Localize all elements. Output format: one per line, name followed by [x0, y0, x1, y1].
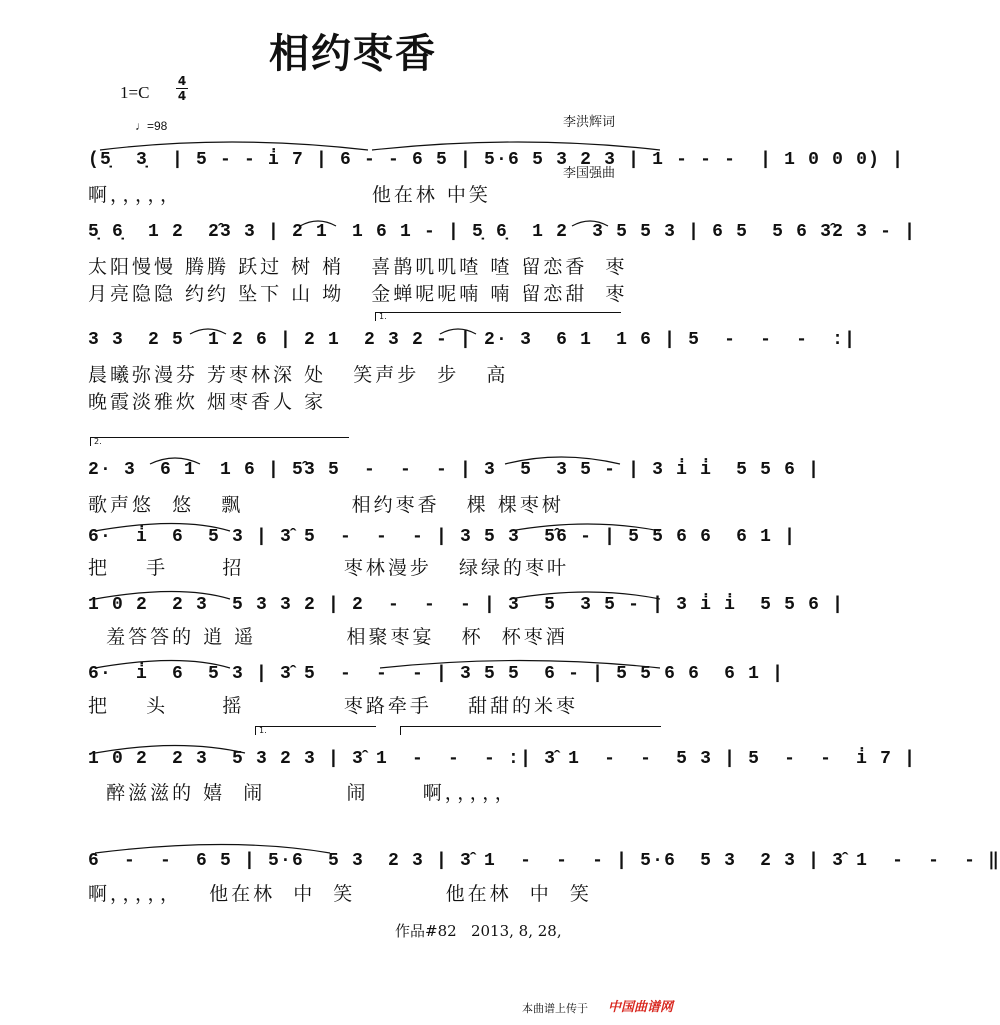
volta-1-bracket: [375, 312, 621, 321]
time-signature: [176, 74, 188, 103]
volta-2-bracket: [90, 437, 349, 446]
upload-note: 本曲谱上传于: [522, 1002, 588, 1015]
composer: 李国强曲: [563, 166, 616, 181]
notes-row-4: 2· 3 6 1 1 6 | 5̂3 5 - - - | 3 5 3 5 - | 3 i̇ i̇ 5 5 6 |: [88, 460, 821, 480]
lyrics-row-8: 醉滋滋的 嬉 闹 闹 啊，，，，，: [88, 782, 517, 804]
score-row-9: [88, 849, 1000, 879]
time-signature-top: 4: [177, 74, 187, 88]
time-signature-bottom: 4: [177, 89, 187, 103]
lyrics-row-2-verse-1: 太阳慢慢 腾腾 跃过 树 梢 喜鹊叽叽喳 喳 留恋香 枣: [88, 256, 628, 278]
lyrics-row-4: 歌声悠 悠 飘 相约枣香 棵 棵枣树: [88, 494, 564, 516]
score-row-8: [88, 749, 917, 779]
notes-row-3: 3 3 2 5 1 2 6 | 2 1 2 3 2 - | 2· 3 6 1 1 6 | 5 - - - :|: [88, 330, 857, 350]
score-row-7: [88, 664, 785, 694]
volta-2-label: 2.: [94, 437, 102, 446]
lyrics-row-1: 啊，，，，， 他在林 中笑: [88, 184, 491, 206]
key-signature: 1=C: [120, 83, 150, 102]
volta-1b-label: 1.: [259, 726, 267, 735]
slur-intro-2: [372, 142, 660, 150]
volta-1-label: 1.: [379, 312, 387, 321]
lyrics-row-5: 把 手 招 枣林漫步 绿绿的枣叶: [88, 557, 569, 579]
lyricist: 李洪辉词: [563, 115, 616, 130]
volta-1b-bracket: [255, 726, 376, 735]
slur-intro-1: [100, 142, 368, 150]
footer-work-info: 作品#82 2013, 8, 28,: [395, 922, 562, 940]
lyrics-row-6: 羞答答的 逍 遥 相聚枣宴 杯 杯枣酒: [88, 626, 568, 648]
lyrics-row-3-verse-1: 晨曦弥漫芬 芳枣林深 处 笑声步 步 高: [88, 364, 509, 386]
score-row-2: [88, 222, 917, 252]
site-logo[interactable]: 中国曲谱网: [608, 1000, 674, 1015]
notes-row-8: 1 0 2 2 3 5 3 2 3 | 3̂ 1 - - - :| 3̂ 1 - - 5 3 | 5 - - i̇ 7 |: [88, 749, 917, 769]
notes-row-2: 5̣ 6̣ 1 2 2̂3 3 | 2 1 1 6 1 - | 5̣ 6̣ 1 2 3 5 5 3 | 6 5 5 6 3̂2 3 - |: [88, 222, 917, 242]
tempo-marking: ♩=98: [135, 119, 168, 133]
credits: [563, 80, 615, 199]
volta-2b-bracket: [400, 726, 661, 735]
score-row-1: [88, 150, 905, 180]
score-row-4: [88, 460, 821, 490]
page-title: 相约枣香: [269, 31, 437, 77]
notes-row-1: (5̣ 3̣ | 5 - - i̇ 7 | 6 - - 6 5 | 5·6 5 3 2 3 | 1 - - - | 1 0 0 0) |: [88, 150, 905, 170]
notes-row-5: 6· i̇ 6 5 3 | 3̂ 5 - - - | 3 5 3 5̂6 - | 5 5 6 6 6 1 |: [88, 527, 797, 547]
notes-row-6: 1 0 2 2 3 5 3 3 2 | 2 - - - | 3 5 3 5 - | 3 i̇ i̇ 5 5 6 |: [88, 595, 845, 615]
lyrics-row-9: 啊，，，，， 他在林 中 笑 他在林 中 笑: [88, 883, 592, 905]
lyrics-row-2-verse-2: 月亮隐隐 约约 坠下 山 坳 金蝉呢呢喃 喃 留恋甜 枣: [88, 283, 628, 305]
lyrics-row-7: 把 头 摇 枣路牵手 甜甜的米枣: [88, 695, 578, 717]
score-row-6: [88, 595, 845, 625]
lyrics-row-3-verse-2: 晚霞淡雅炊 烟枣香人 家: [88, 391, 327, 413]
notes-row-7: 6· i̇ 6 5 3 | 3̂ 5 - - - | 3 5 5 6 - | 5 5 6 6 6 1 |: [88, 664, 785, 684]
notes-row-9: 6 - - 6 5 | 5·6 5 3 2 3 | 3̂ 1 - - - | 5·6 5 3 2 3 | 3̂ 1 - - - ‖: [88, 851, 1000, 871]
score-row-3: [88, 330, 857, 360]
